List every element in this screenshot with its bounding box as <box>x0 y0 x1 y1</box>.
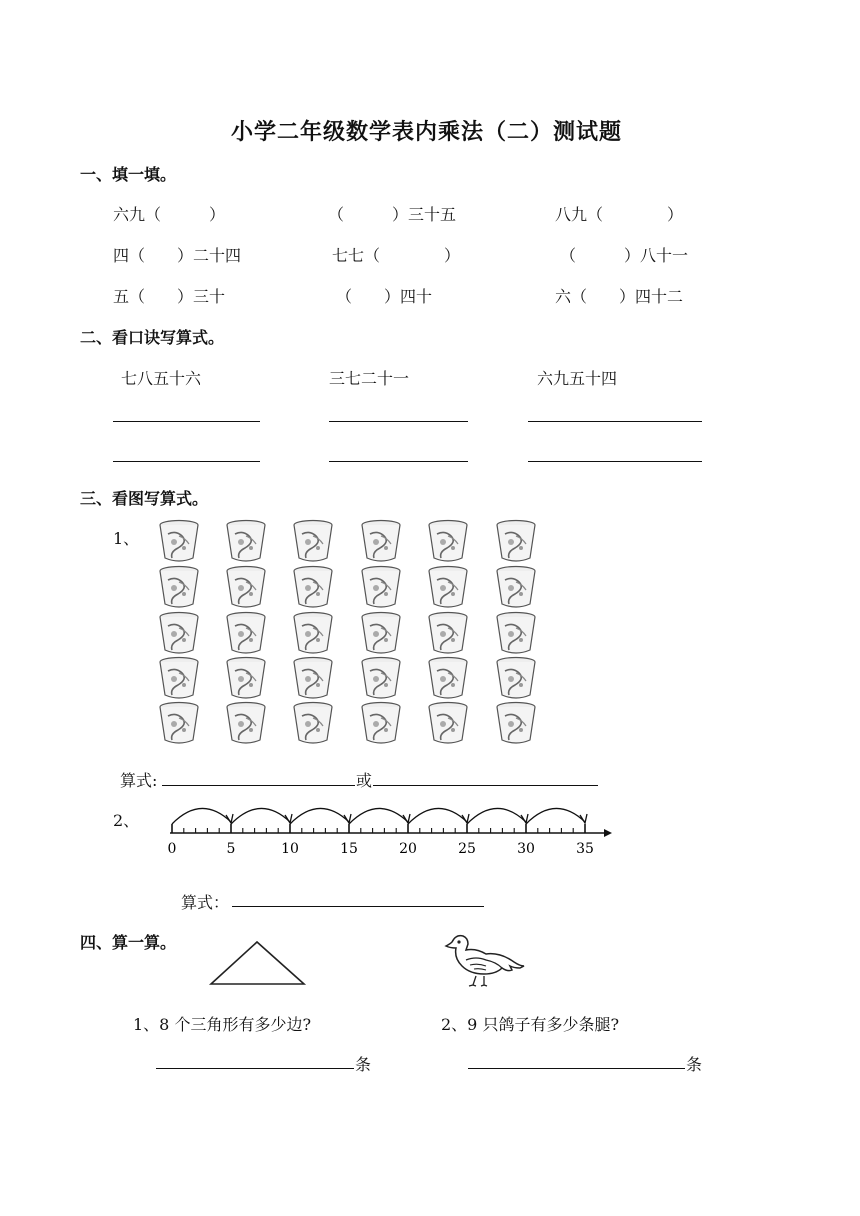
fill-item-5: 七七（ ） <box>332 246 461 265</box>
cup-icon <box>160 521 198 562</box>
number-line <box>160 800 620 862</box>
cup-icon <box>429 613 467 654</box>
answer-line[interactable] <box>232 906 484 907</box>
cup-icon <box>497 658 535 699</box>
cup-icon <box>362 567 400 608</box>
unit-label: 条 <box>355 1055 372 1074</box>
arrow-head-icon <box>604 829 612 837</box>
rhyme-2: 三七二十一 <box>329 369 410 388</box>
cup-icon <box>227 703 265 744</box>
section1-heading: 一、填一填。 <box>80 165 177 184</box>
tick-label: 30 <box>517 841 535 857</box>
cup-icon <box>429 521 467 562</box>
cup-icon <box>429 703 467 744</box>
cups-grid <box>155 518 555 750</box>
cup-icon <box>362 703 400 744</box>
cup-icon <box>160 567 198 608</box>
fill-item-1: 六九（ ） <box>113 205 226 224</box>
jump-arc <box>290 808 349 824</box>
rhyme-3: 六九五十四 <box>537 369 618 388</box>
fill-item-7: 五（ ）三十 <box>113 287 226 306</box>
cup-icon <box>362 658 400 699</box>
fill-item-8: （ ）四十 <box>336 287 433 306</box>
cup-icon <box>294 613 332 654</box>
tick-label: 20 <box>399 841 417 857</box>
formula-label: 算式： <box>181 893 230 912</box>
fill-item-3: 八九（ ） <box>555 205 684 224</box>
jump-arc <box>172 808 231 824</box>
cup-icon <box>227 613 265 654</box>
question-4-1: 1、8 个三角形有多少边? <box>133 1015 312 1034</box>
jump-arc <box>408 808 467 824</box>
question-4-2: 2、9 只鸽子有多少条腿? <box>441 1015 620 1034</box>
fill-item-4: 四（ ）二十四 <box>113 246 242 265</box>
fill-item-2: （ ）三十五 <box>328 205 457 224</box>
formula-label: 算式: <box>120 771 158 790</box>
cup-icon <box>294 521 332 562</box>
jump-arc <box>526 808 585 824</box>
cup-icon <box>497 521 535 562</box>
answer-line[interactable] <box>329 421 468 422</box>
answer-line[interactable] <box>156 1068 354 1069</box>
answer-line[interactable] <box>113 421 260 422</box>
cup-icon <box>227 658 265 699</box>
answer-line[interactable] <box>162 785 355 786</box>
cup-icon <box>294 703 332 744</box>
pigeon-icon <box>438 932 530 990</box>
cup-icon <box>497 613 535 654</box>
cup-icon <box>227 567 265 608</box>
cup-icon <box>160 658 198 699</box>
cup-icon <box>294 567 332 608</box>
section4-heading: 四、算一算。 <box>80 933 177 952</box>
rhyme-1: 七八五十六 <box>121 369 202 388</box>
section2-heading: 二、看口诀写算式。 <box>80 328 225 347</box>
tick-label: 25 <box>458 841 476 857</box>
cup-icon <box>160 613 198 654</box>
question-number: 2、 <box>113 811 140 830</box>
answer-line[interactable] <box>528 421 702 422</box>
tick-label: 35 <box>576 841 594 857</box>
page-title: 小学二年级数学表内乘法（二）测试题 <box>231 119 623 145</box>
answer-line[interactable] <box>528 461 702 462</box>
answer-line[interactable] <box>113 461 260 462</box>
cup-icon <box>429 658 467 699</box>
tick-label: 15 <box>340 841 358 857</box>
answer-line[interactable] <box>373 785 598 786</box>
answer-line[interactable] <box>329 461 468 462</box>
cup-icon <box>227 521 265 562</box>
cup-icon <box>429 567 467 608</box>
jump-arc <box>349 808 408 824</box>
question-number: 1、 <box>113 529 140 548</box>
cup-icon <box>362 521 400 562</box>
tick-label: 0 <box>167 841 177 857</box>
section3-heading: 三、看图写算式。 <box>80 489 209 508</box>
unit-label: 条 <box>686 1055 703 1074</box>
cup-icon <box>362 613 400 654</box>
jump-arc <box>231 808 290 824</box>
or-label: 或 <box>356 771 373 790</box>
fill-item-6: （ ）八十一 <box>560 246 689 265</box>
answer-line[interactable] <box>468 1068 685 1069</box>
cup-icon <box>160 703 198 744</box>
tick-label: 10 <box>281 841 299 857</box>
triangle-icon <box>208 938 308 988</box>
tick-label: 5 <box>226 841 236 857</box>
cup-icon <box>497 703 535 744</box>
fill-item-9: 六（ ）四十二 <box>555 287 684 306</box>
cup-icon <box>294 658 332 699</box>
cup-icon <box>497 567 535 608</box>
jump-arc <box>467 808 526 824</box>
